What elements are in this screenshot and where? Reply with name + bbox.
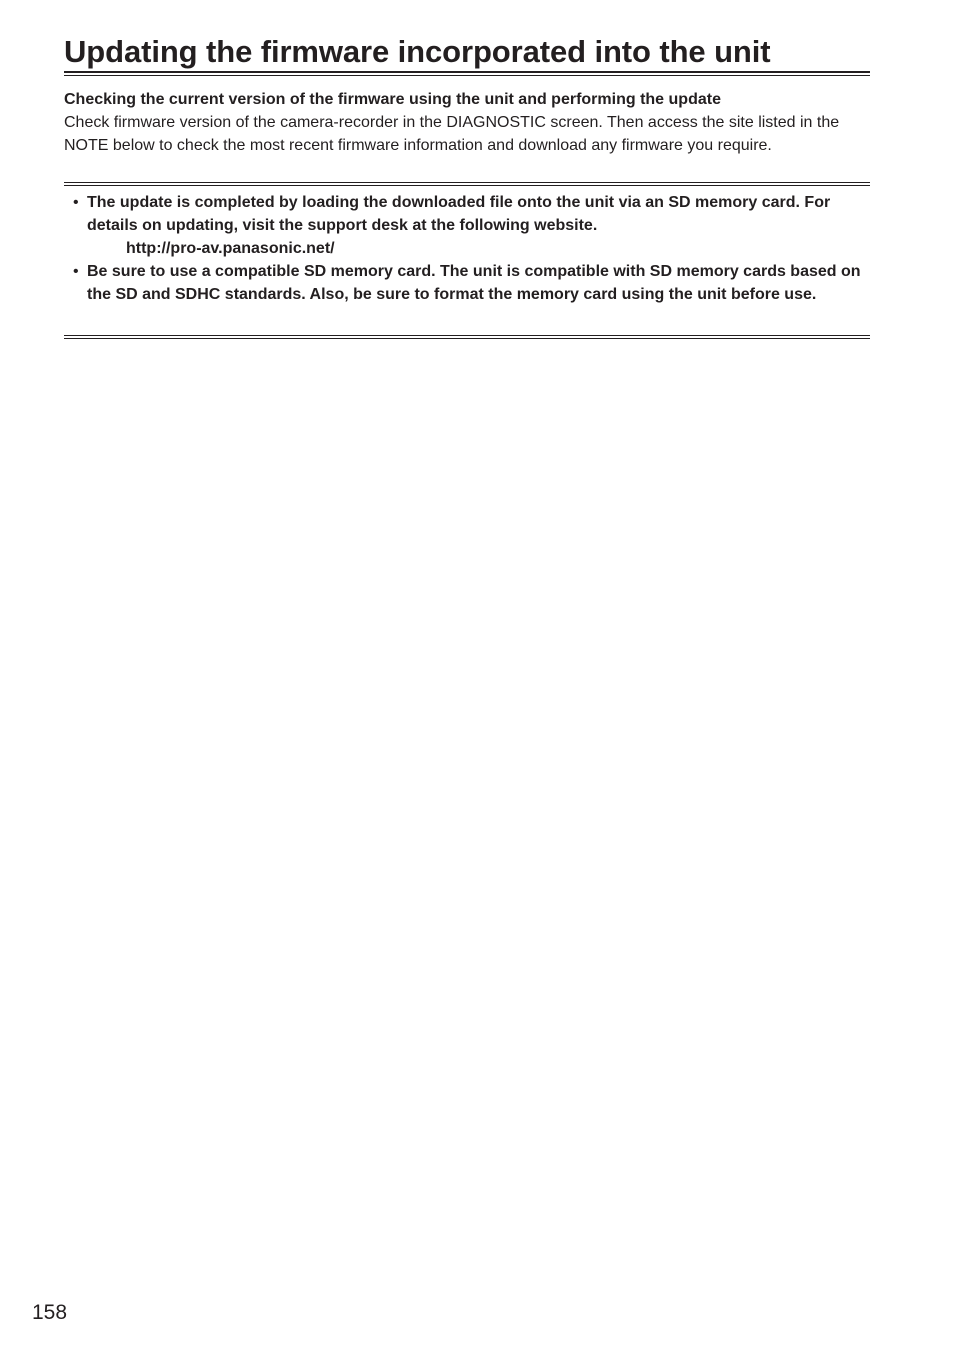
note-item [64, 191, 870, 260]
note-bottom-rule [64, 338, 870, 339]
section-body-text: Check firmware version of the camera-recorder in the DIAGNOSTIC screen. Then access the site listed in the NOTE below to check the most recent firmware information and download any firmware you require. [64, 114, 840, 154]
section-heading: Checking the current version of the firmware using the unit and performing the update [64, 91, 721, 108]
intro-section [64, 88, 870, 157]
note-text: Be sure to use a compatible SD memory card. The unit is compatible with SD memory cards based on the SD and SDHC standards. Also, be sure to format the memory card using the unit before use. [87, 263, 861, 303]
note-bottom-rule-inner [64, 335, 870, 336]
bullet-icon: • [73, 194, 79, 211]
title-underline [64, 71, 870, 73]
title-underline-thin [64, 75, 870, 76]
note-text: The update is completed by loading the downloaded file onto the unit via an SD memory card. For details on updating, visit the support desk at the following website. [87, 194, 831, 234]
bullet-icon: • [73, 263, 79, 280]
note-item [64, 260, 870, 306]
page-number: 158 [32, 1301, 68, 1324]
note-top-rule [64, 182, 870, 183]
note-top-rule-inner [64, 185, 870, 186]
support-website-url: http://pro-av.panasonic.net/ [126, 240, 335, 257]
note-list [64, 191, 870, 306]
page-title: Updating the firmware incorporated into the unit [64, 34, 771, 69]
